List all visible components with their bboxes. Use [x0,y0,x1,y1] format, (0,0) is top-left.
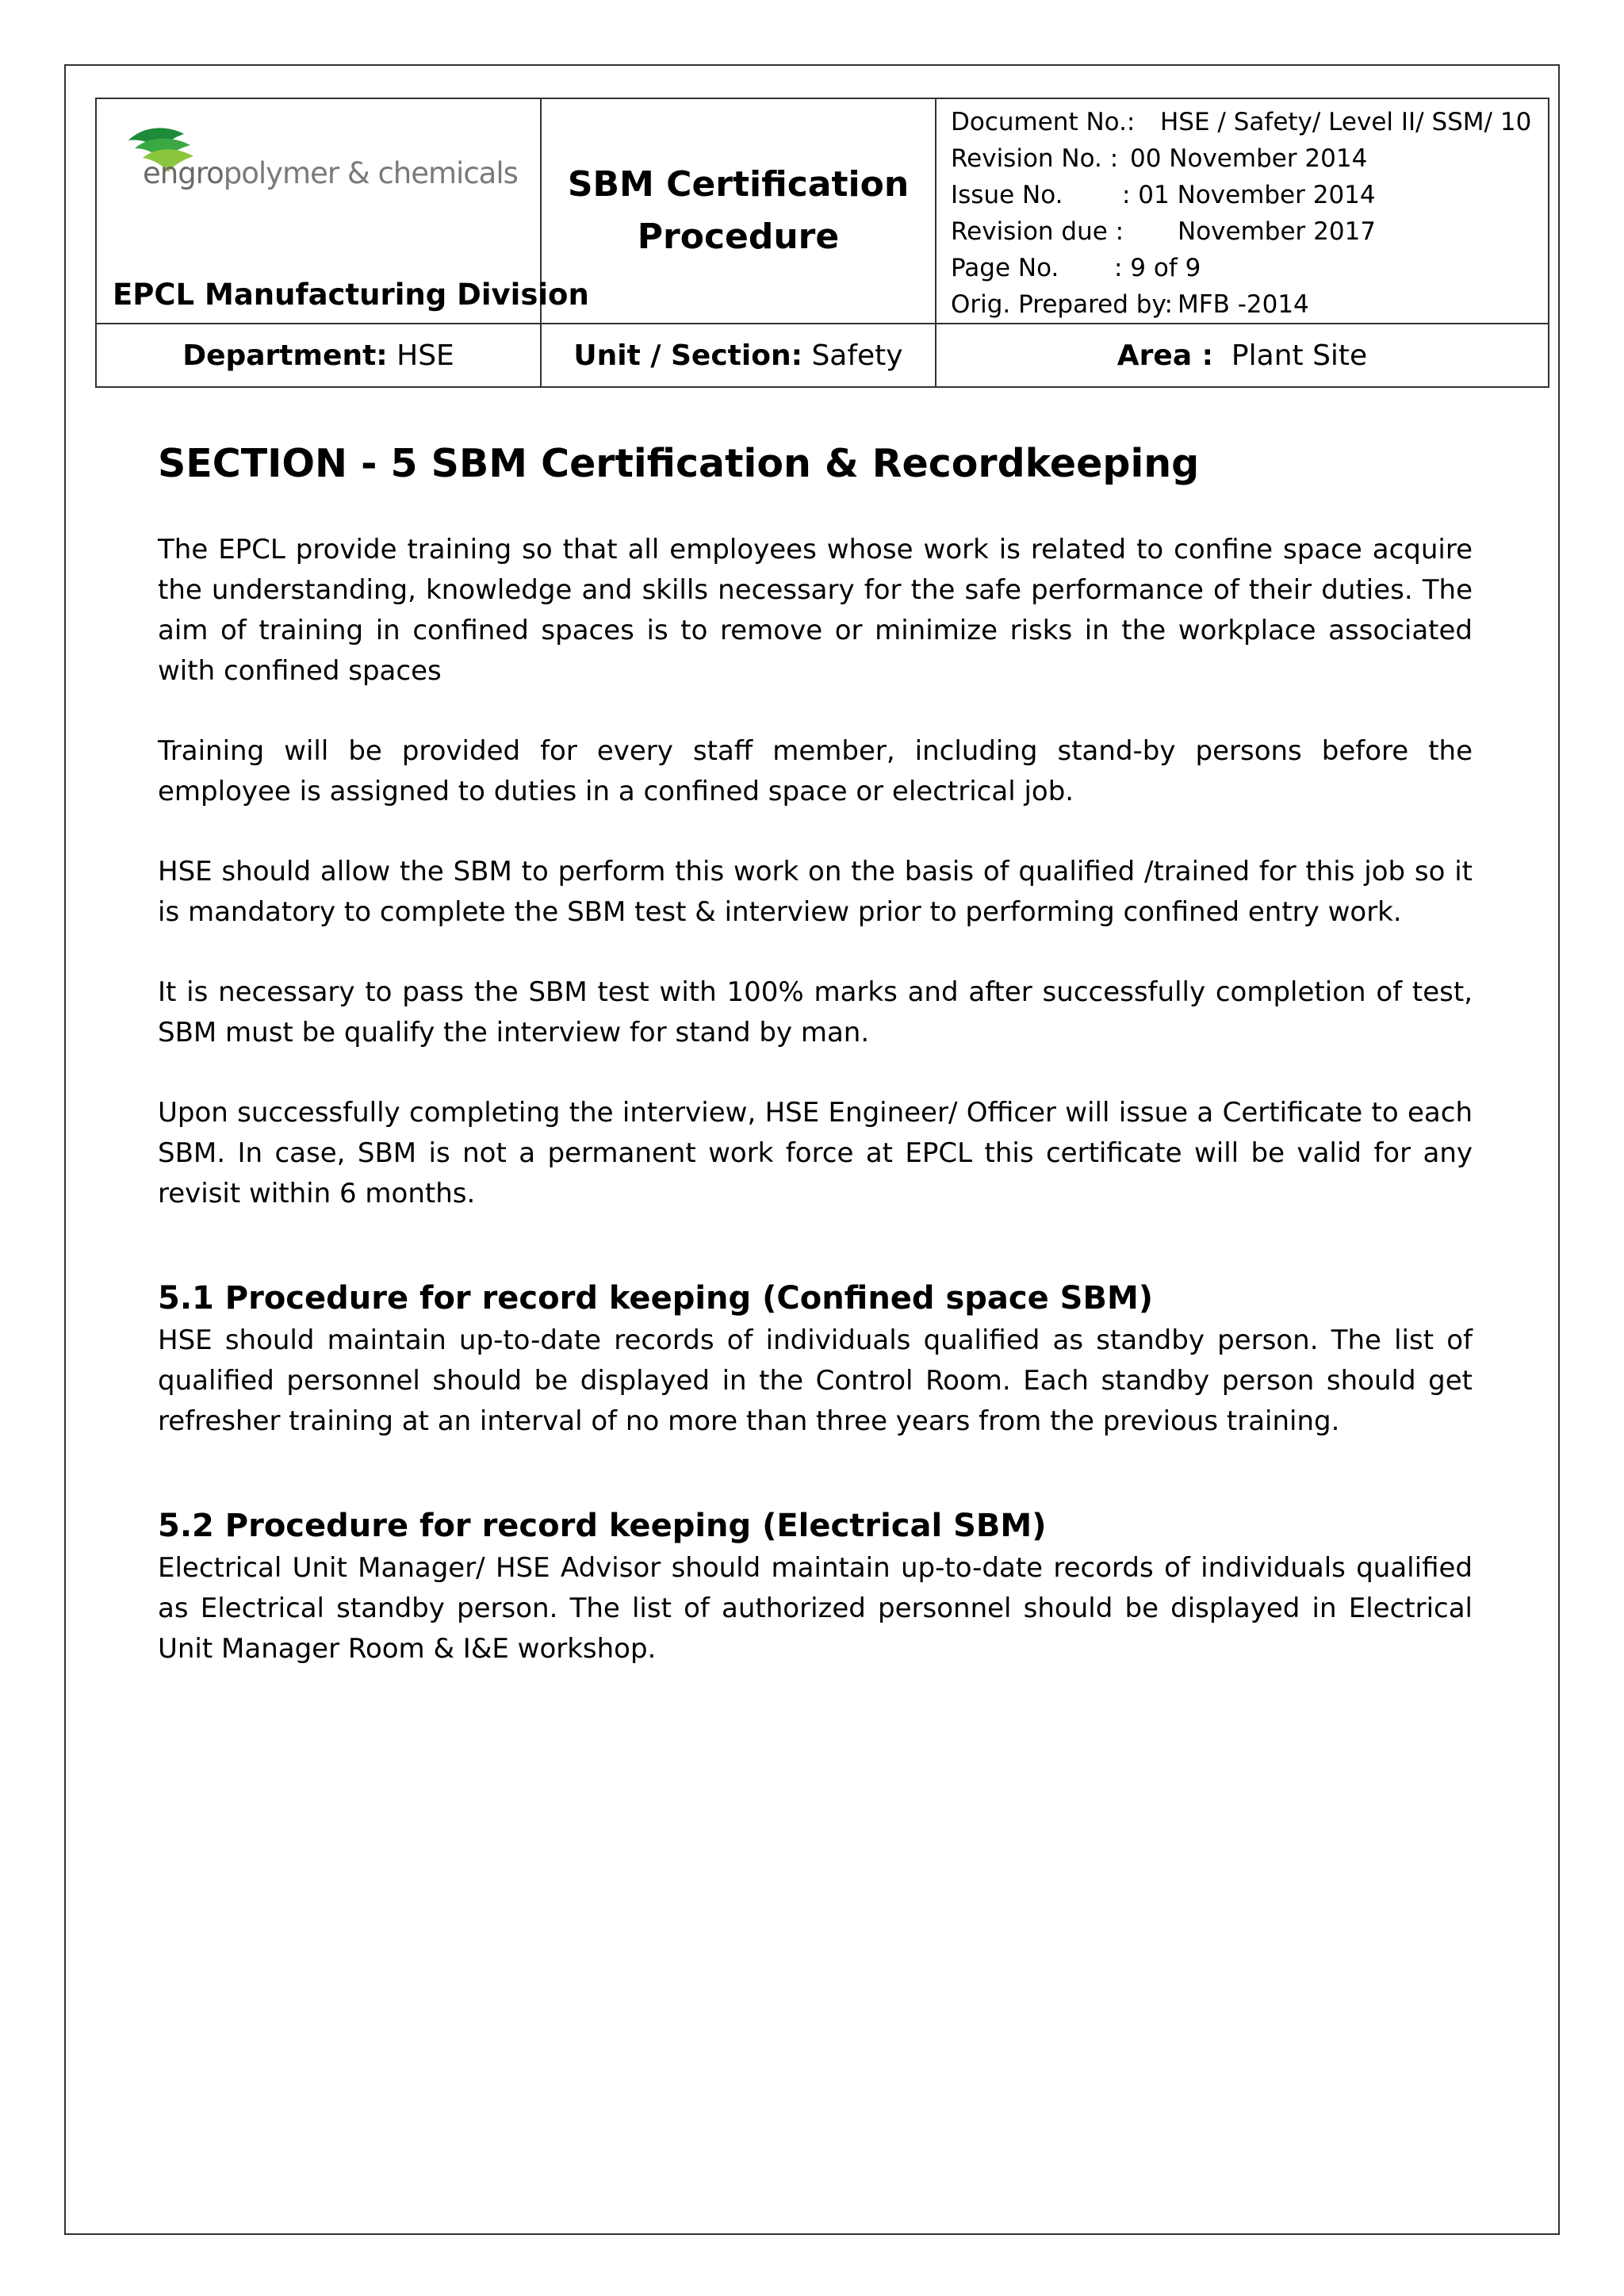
department-value: HSE [387,339,454,372]
section-paragraph-3: HSE should allow the SBM to perform this work on the basis of qualified /trained for this job so it is mandatory to complete the SBM test & interview prior to performing confined entry work. [158,856,1473,928]
subsection-title-5-1: 5.1 Procedure for record keeping (Confined space SBM) [158,1280,1154,1317]
meta-label: Page No. [951,254,1059,282]
spacer [158,1442,1473,1504]
document-header [95,98,1549,388]
meta-revision-due [951,213,1548,250]
document-body [158,436,1473,1669]
division-name: EPCL Manufacturing Division [113,278,589,312]
subsection-text-5-1: HSE should maintain up-to-date records of individuals qualified as standby person. The list of qualified personnel should be displayed in the Control Room. Each standby person should get refresher training at an interval of no more than three years from the previous training. [158,1324,1473,1437]
meta-value: : 01 November 2014 [1122,181,1376,209]
title-cell [541,98,936,324]
meta-label: Revision No. : [951,144,1119,173]
area-label: Area : [1116,339,1214,372]
meta-label: Document No.: [951,108,1136,136]
area-value: Plant Site [1213,339,1368,372]
unit-label: Unit / Section: [573,339,802,372]
meta-value: : 9 of 9 [1114,254,1201,282]
unit-cell [541,324,936,387]
logo-brand: engro [143,156,224,190]
logo-rest: polymer & chemicals [223,156,518,190]
meta-revision-no [951,140,1548,177]
meta-label: Issue No. [951,181,1063,209]
department-label: Department: [182,339,388,372]
meta-issue-no [951,177,1548,213]
meta-cell [936,98,1549,324]
area-cell [936,324,1549,387]
section-paragraph-4: It is necessary to pass the SBM test with 100% marks and after successfully completion of test, SBM must be qualify the interview for stand by man. [158,976,1473,1048]
document-title: SBM Certification Procedure [567,164,910,257]
meta-prepared-by [951,286,1548,323]
meta-document-no [951,104,1548,140]
spacer [158,1214,1473,1276]
logo-cell [96,98,589,324]
section-title: SECTION - 5 SBM Certification & Recordkeeping [158,441,1200,486]
meta-label: Orig. Prepared by: [951,290,1173,319]
meta-value: 00 November 2014 [1130,144,1368,173]
department-cell [96,324,541,387]
subsection-text-5-2: Electrical Unit Manager/ HSE Advisor should maintain up-to-date records of individuals qualified as Electrical standby person. The list of authorized personnel should be displayed in Electrical Unit Manager Room & I&E workshop. [158,1552,1473,1665]
section-paragraph-5: Upon successfully completing the interview, HSE Engineer/ Officer will issue a Certificate to each SBM. In case, SBM is not a permanent work force at EPCL this certificate will be valid for any revisit within 6 months. [158,1097,1473,1209]
meta-page-no [951,250,1548,286]
meta-value: HSE / Safety/ Level II/ SSM/ 10 [1160,108,1532,136]
unit-value: Safety [802,339,903,372]
subsection-title-5-2: 5.2 Procedure for record keeping (Electrical SBM) [158,1508,1047,1544]
meta-value: November 2017 [1178,217,1377,246]
logo-wordmark [143,156,518,190]
section-paragraph-2: Training will be provided for every staff member, including stand-by persons before the employee is assigned to duties in a confined space or electrical job. [158,735,1473,807]
meta-value: MFB -2014 [1178,290,1309,319]
section-paragraph-1: The EPCL provide training so that all employees whose work is related to confine space acquire the understanding, knowledge and skills necessary for the safe performance of their duties. The aim of training in confined spaces is to remove or minimize risks in the workplace associated with confined spaces [158,534,1473,687]
meta-label: Revision due : [951,217,1124,246]
